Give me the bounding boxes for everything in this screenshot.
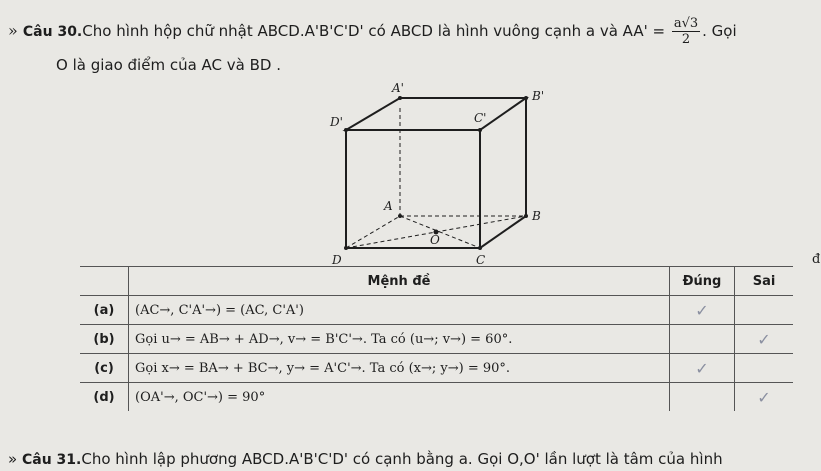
label-B1: B' [532, 89, 545, 103]
question-label: Câu 30. [22, 24, 83, 40]
question-31 [8, 450, 723, 468]
table-row [80, 325, 793, 354]
table-header [80, 267, 793, 296]
table-row [80, 296, 793, 325]
bullet-icon: » [8, 450, 18, 468]
bullet-icon: » [8, 21, 18, 40]
false-cell[interactable] [735, 354, 794, 383]
true-cell[interactable] [670, 325, 735, 354]
row-label: (a) [80, 296, 129, 325]
question-text: Cho hình hộp chữ nhật ABCD.A'B'C'D' có ABCD là hình vuông cạnh a và AA' = [82, 22, 670, 40]
check-icon: ✓ [695, 300, 709, 320]
table-row [80, 354, 793, 383]
label-C1: C' [474, 111, 487, 125]
header-false: Sai [735, 267, 794, 296]
false-cell[interactable] [735, 296, 794, 325]
true-cell[interactable] [670, 354, 735, 383]
header-blank [80, 267, 129, 296]
label-D1: D' [330, 115, 343, 129]
check-icon: ✓ [757, 387, 771, 407]
question-text: Cho hình lập phương ABCD.A'B'C'D' có cạnh bằng a. Gọi O,O' lần lượt là tâm của hình [81, 450, 723, 468]
label-D: D [332, 253, 342, 267]
question-30 [8, 16, 737, 47]
label-B: B [532, 209, 541, 223]
true-cell[interactable] [670, 296, 735, 325]
fraction [672, 16, 700, 47]
question-30-line2: O là giao điểm của AC và BD . [56, 56, 281, 74]
label-A1: A' [392, 81, 404, 95]
true-cell[interactable] [670, 383, 735, 412]
header-statement: Mệnh đề [129, 267, 670, 296]
row-statement: Gọi u→ = AB→ + AD→, v→ = B'C'→. Ta có (u→; v→) = 60°. [129, 325, 670, 354]
question-label: Câu 31. [21, 452, 82, 468]
label-C: C [476, 253, 486, 267]
check-icon: ✓ [757, 329, 771, 349]
false-cell[interactable] [735, 325, 794, 354]
label-A: A [384, 199, 393, 213]
row-statement: (OA'→, OC'→) = 90° [129, 383, 670, 412]
row-label: (b) [80, 325, 129, 354]
row-statement: Gọi x→ = BA→ + BC→, y→ = A'C'→. Ta có (x→; y→) = 90°. [129, 354, 670, 383]
row-label: (c) [80, 354, 129, 383]
label-O: O [430, 233, 440, 247]
cut-off-text: đ [812, 252, 821, 267]
fraction-numerator: a√3 [673, 16, 699, 31]
false-cell[interactable] [735, 383, 794, 412]
question-text-end: . Gọi [702, 22, 737, 40]
header-true: Đúng [670, 267, 735, 296]
table-row [80, 383, 793, 412]
row-label: (d) [80, 383, 129, 412]
check-icon: ✓ [695, 358, 709, 378]
row-statement: (AC→, C'A'→) = (AC, C'A') [129, 296, 670, 325]
box-figure [318, 78, 558, 268]
true-false-table [80, 266, 793, 411]
fraction-denominator: 2 [681, 32, 691, 47]
